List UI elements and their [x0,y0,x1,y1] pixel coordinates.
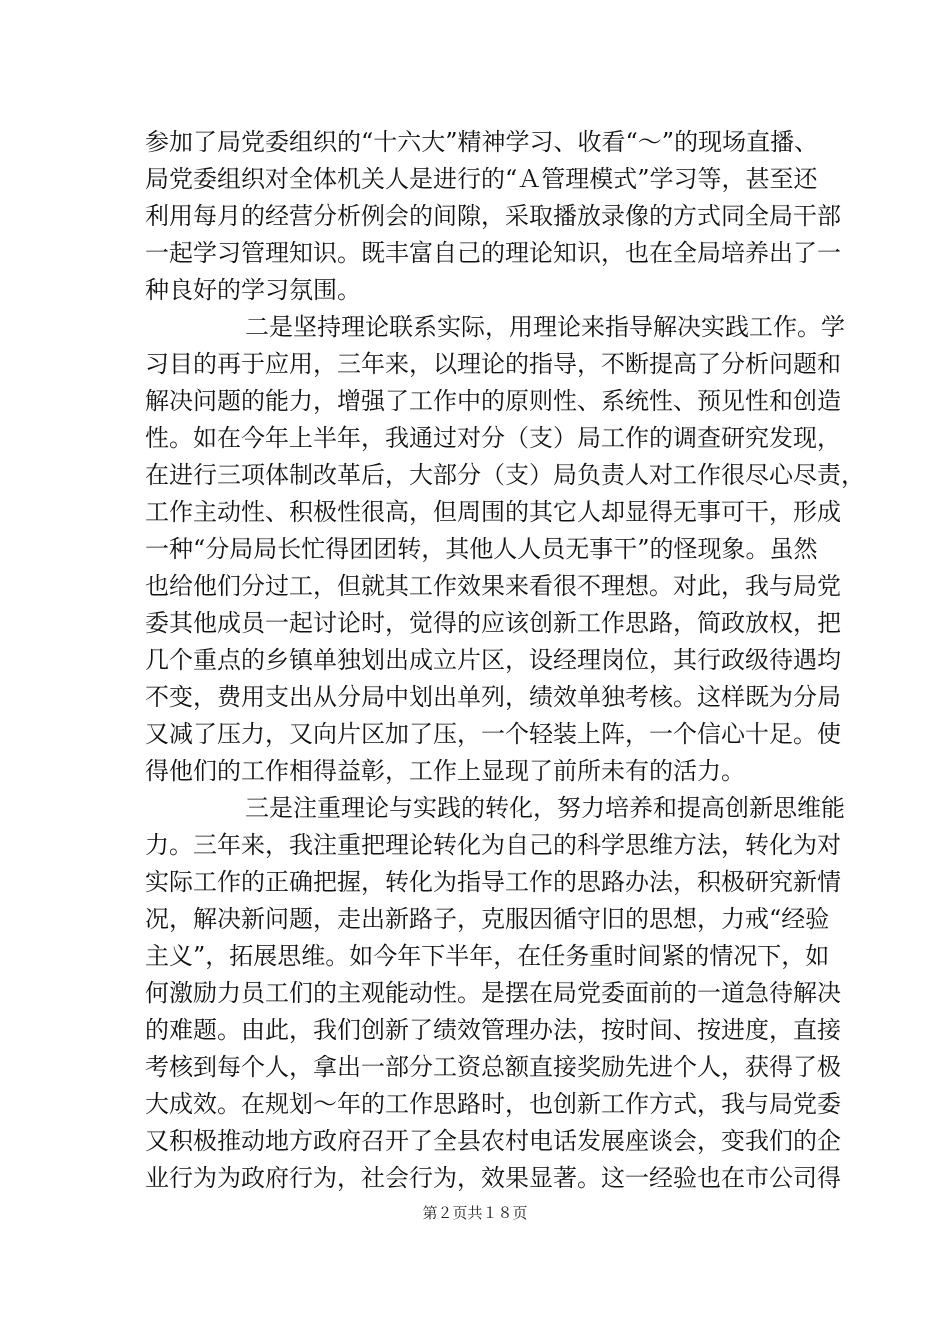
text-line: 得他们的工作相得益彰，工作上显现了前所未有的活力。 [145,757,745,785]
text-line: 习目的再于应用，三年来，以理论的指导，不断提高了分析问题和 [145,350,841,378]
text-line: 种良好的学习氛围。 [145,276,361,304]
text-line: 力。三年来，我注重把理论转化为自己的科学思维方法，转化为对 [145,831,841,859]
text-line: 况，解决新问题，走出新路子，克服因循守旧的思想，力戒“经验 [145,905,830,933]
text-line: 业行为为政府行为，社会行为，效果显著。这一经验也在市公司得 [145,1164,841,1192]
text-line: 主义”，拓展思维。如今年下半年，在任务重时间紧的情况下，如 [145,942,830,970]
text-line: 几个重点的乡镇单独划出成立片区，设经理岗位，其行政级待遇均 [145,646,841,674]
text-line: 也给他们分过工，但就其工作效果来看很不理想。对此，我与局党 [145,572,841,600]
text-line: 工作主动性、积极性很高，但周围的其它人却显得无事可干，形成 [145,498,841,526]
text-line: 又减了压力，又向片区加了压，一个轻装上阵，一个信心十足。使 [145,720,841,748]
paragraph-start-line: 三是注重理论与实践的转化，努力培养和提高创新思维能 [245,794,845,822]
text-line: 考核到每个人，拿出一部分工资总额直接奖励先进个人，获得了极 [145,1053,841,1081]
text-line: 不变，费用支出从分局中划出单列，绩效单独考核。这样既为分局 [145,683,841,711]
text-line: 的难题。由此，我们创新了绩效管理办法，按时间、按进度，直接 [145,1016,841,1044]
text-line: 何激励力员工们的主观能动性。是摆在局党委面前的一道急待解决 [145,979,841,1007]
text-line: 委其他成员一起讨论时，觉得的应该创新工作思路，简政放权，把 [145,609,841,637]
text-line: 解决问题的能力，增强了工作中的原则性、系统性、预见性和创造 [145,387,841,415]
text-line: 又积极推动地方政府召开了全县农村电话发展座谈会，变我们的企 [145,1127,841,1155]
text-line: 局党委组织对全体机关人是进行的“Ａ管理模式”学习等，甚至还 [145,165,818,193]
text-line: 性。如在今年上半年，我通过对分（支）局工作的调查研究发现， [145,424,841,452]
text-line: 在进行三项体制改革后，大部分（支）局负责人对工作很尽心尽责， [145,461,865,489]
text-line: 一起学习管理知识。既丰富自己的理论知识，也在全局培养出了一 [145,239,841,267]
page-footer: 第２页共１８页 [422,1204,528,1222]
text-line: 大成效。在规划～年的工作思路时，也创新工作方式，我与局党委 [145,1090,841,1118]
text-line: 参加了局党委组织的“十六大”精神学习、收看“～”的现场直播、 [145,128,819,156]
text-line: 利用每月的经营分析例会的间隙，采取播放录像的方式同全局干部 [145,202,841,230]
paragraph-start-line: 二是坚持理论联系实际，用理论来指导解决实践工作。学 [245,313,845,341]
text-line: 实际工作的正确把握，转化为指导工作的思路办法，积极研究新情 [145,868,841,896]
text-line: 一种“分局局长忙得团团转，其他人人员无事干”的怪现象。虽然 [145,535,818,563]
